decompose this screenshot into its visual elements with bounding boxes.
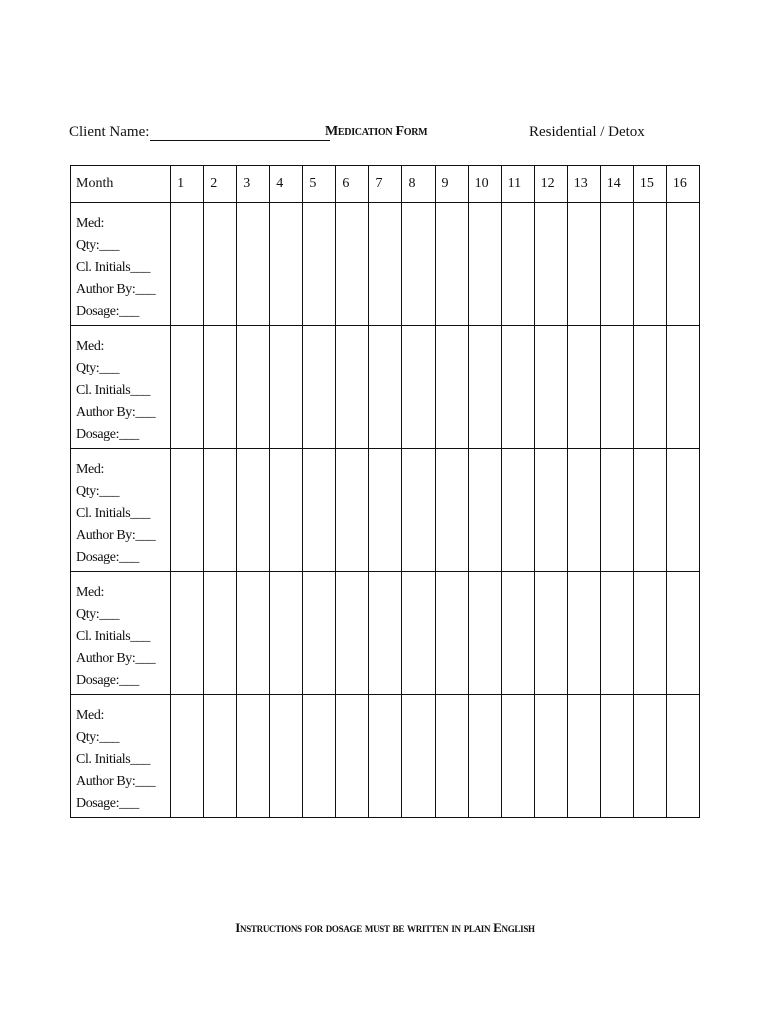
dosage-instructions: Instructions for dosage must be written in plain English [235, 920, 535, 935]
day-header-10: 10 [468, 166, 501, 203]
entry-line-5[interactable]: Dosage:___ [76, 304, 139, 319]
day-header-3: 3 [237, 166, 270, 203]
program-label: Residential / Detox [529, 124, 645, 140]
day-cell-10[interactable] [468, 326, 501, 449]
day-cell-8[interactable] [402, 326, 435, 449]
day-header-14: 14 [600, 166, 633, 203]
entry-line-3[interactable]: Cl. Initials___ [76, 260, 151, 275]
day-cell-4[interactable] [270, 572, 303, 695]
entry-line-3[interactable]: Cl. Initials___ [76, 383, 151, 398]
entry-line-3[interactable]: Cl. Initials___ [76, 506, 151, 521]
day-cell-3[interactable] [237, 572, 270, 695]
day-cell-5[interactable] [303, 572, 336, 695]
day-cell-1[interactable] [171, 326, 204, 449]
day-cell-4[interactable] [270, 326, 303, 449]
entry-line-1[interactable]: Med: [76, 339, 104, 354]
day-cell-5[interactable] [303, 695, 336, 818]
entry-line-2[interactable]: Qty:___ [76, 361, 120, 376]
entry-line-4[interactable]: Author By:___ [76, 651, 156, 666]
day-cell-16[interactable] [666, 203, 699, 326]
day-header-9: 9 [435, 166, 468, 203]
day-cell-6[interactable] [336, 326, 369, 449]
day-header-4: 4 [270, 166, 303, 203]
entry-line-1[interactable]: Med: [76, 585, 104, 600]
entry-line-4[interactable]: Author By:___ [76, 282, 156, 297]
medication-entry-row [71, 203, 700, 326]
day-cell-14[interactable] [600, 572, 633, 695]
entry-line-2[interactable]: Qty:___ [76, 730, 120, 745]
day-cell-4[interactable] [270, 203, 303, 326]
day-cell-7[interactable] [369, 203, 402, 326]
day-cell-9[interactable] [435, 449, 468, 572]
entry-line-4[interactable]: Author By:___ [76, 405, 156, 420]
day-cell-9[interactable] [435, 572, 468, 695]
day-cell-14[interactable] [600, 695, 633, 818]
day-header-6: 6 [336, 166, 369, 203]
day-cell-13[interactable] [567, 695, 600, 818]
day-header-13: 13 [567, 166, 600, 203]
entry-line-5[interactable]: Dosage:___ [76, 427, 139, 442]
day-cell-5[interactable] [303, 203, 336, 326]
month-header: Month [71, 166, 171, 203]
day-cell-16[interactable] [666, 572, 699, 695]
day-header-7: 7 [369, 166, 402, 203]
day-cell-6[interactable] [336, 572, 369, 695]
day-header-2: 2 [204, 166, 237, 203]
day-cell-9[interactable] [435, 695, 468, 818]
entry-line-2[interactable]: Qty:___ [76, 484, 120, 499]
day-cell-7[interactable] [369, 449, 402, 572]
day-cell-9[interactable] [435, 326, 468, 449]
day-cell-10[interactable] [468, 449, 501, 572]
day-cell-12[interactable] [534, 203, 567, 326]
entry-line-1[interactable]: Med: [76, 708, 104, 723]
day-cell-3[interactable] [237, 695, 270, 818]
entry-line-5[interactable]: Dosage:___ [76, 550, 139, 565]
medication-entry-row [71, 695, 700, 818]
medication-entry-label [71, 449, 171, 572]
entry-line-4[interactable]: Author By:___ [76, 774, 156, 789]
client-name-blank[interactable] [150, 124, 330, 141]
entry-line-4[interactable]: Author By:___ [76, 528, 156, 543]
day-cell-2[interactable] [204, 449, 237, 572]
entry-line-1[interactable]: Med: [76, 462, 104, 477]
client-name-field[interactable] [69, 124, 330, 141]
day-cell-12[interactable] [534, 572, 567, 695]
day-cell-10[interactable] [468, 203, 501, 326]
entry-line-2[interactable]: Qty:___ [76, 607, 120, 622]
entry-line-5[interactable]: Dosage:___ [76, 796, 139, 811]
day-cell-7[interactable] [369, 695, 402, 818]
day-cell-8[interactable] [402, 449, 435, 572]
day-cell-14[interactable] [600, 449, 633, 572]
day-cell-12[interactable] [534, 326, 567, 449]
day-cell-15[interactable] [633, 326, 666, 449]
entry-line-3[interactable]: Cl. Initials___ [76, 752, 151, 767]
day-cell-12[interactable] [534, 695, 567, 818]
day-cell-8[interactable] [402, 695, 435, 818]
day-cell-8[interactable] [402, 572, 435, 695]
medication-entry-row [71, 572, 700, 695]
day-cell-7[interactable] [369, 326, 402, 449]
day-cell-1[interactable] [171, 695, 204, 818]
day-cell-1[interactable] [171, 449, 204, 572]
day-cell-6[interactable] [336, 203, 369, 326]
day-cell-16[interactable] [666, 695, 699, 818]
day-cell-15[interactable] [633, 695, 666, 818]
day-cell-13[interactable] [567, 326, 600, 449]
day-cell-2[interactable] [204, 572, 237, 695]
client-name-label: Client Name: [69, 124, 150, 140]
day-cell-1[interactable] [171, 203, 204, 326]
day-cell-11[interactable] [501, 449, 534, 572]
form-header [69, 124, 709, 148]
day-cell-10[interactable] [468, 695, 501, 818]
entry-line-1[interactable]: Med: [76, 216, 104, 231]
day-cell-15[interactable] [633, 449, 666, 572]
day-header-1: 1 [171, 166, 204, 203]
day-header-11: 11 [501, 166, 534, 203]
table-header-row [71, 166, 700, 203]
day-cell-13[interactable] [567, 203, 600, 326]
day-cell-1[interactable] [171, 572, 204, 695]
day-cell-15[interactable] [633, 572, 666, 695]
day-cell-3[interactable] [237, 203, 270, 326]
day-cell-16[interactable] [666, 326, 699, 449]
medication-entry-row [71, 326, 700, 449]
day-cell-9[interactable] [435, 203, 468, 326]
medication-entry-label [71, 695, 171, 818]
day-cell-2[interactable] [204, 203, 237, 326]
day-cell-6[interactable] [336, 449, 369, 572]
medication-table [70, 165, 700, 818]
day-cell-5[interactable] [303, 449, 336, 572]
day-cell-16[interactable] [666, 449, 699, 572]
day-cell-7[interactable] [369, 572, 402, 695]
day-cell-3[interactable] [237, 449, 270, 572]
entry-line-2[interactable]: Qty:___ [76, 238, 120, 253]
day-cell-13[interactable] [567, 449, 600, 572]
day-cell-11[interactable] [501, 326, 534, 449]
day-cell-6[interactable] [336, 695, 369, 818]
day-cell-13[interactable] [567, 572, 600, 695]
day-header-12: 12 [534, 166, 567, 203]
day-cell-4[interactable] [270, 695, 303, 818]
day-cell-8[interactable] [402, 203, 435, 326]
day-cell-10[interactable] [468, 572, 501, 695]
day-header-16: 16 [666, 166, 699, 203]
day-cell-11[interactable] [501, 695, 534, 818]
medication-entry-label [71, 203, 171, 326]
day-cell-14[interactable] [600, 326, 633, 449]
day-cell-15[interactable] [633, 203, 666, 326]
form-title: Medication Form [325, 124, 428, 139]
day-cell-12[interactable] [534, 449, 567, 572]
medication-entry-row [71, 449, 700, 572]
medication-entry-label [71, 572, 171, 695]
day-header-15: 15 [633, 166, 666, 203]
entry-line-5[interactable]: Dosage:___ [76, 673, 139, 688]
entry-line-3[interactable]: Cl. Initials___ [76, 629, 151, 644]
day-header-5: 5 [303, 166, 336, 203]
day-header-8: 8 [402, 166, 435, 203]
day-cell-2[interactable] [204, 326, 237, 449]
day-cell-2[interactable] [204, 695, 237, 818]
day-cell-11[interactable] [501, 572, 534, 695]
day-cell-3[interactable] [237, 326, 270, 449]
day-cell-14[interactable] [600, 203, 633, 326]
medication-entry-label [71, 326, 171, 449]
day-cell-4[interactable] [270, 449, 303, 572]
day-cell-11[interactable] [501, 203, 534, 326]
day-cell-5[interactable] [303, 326, 336, 449]
